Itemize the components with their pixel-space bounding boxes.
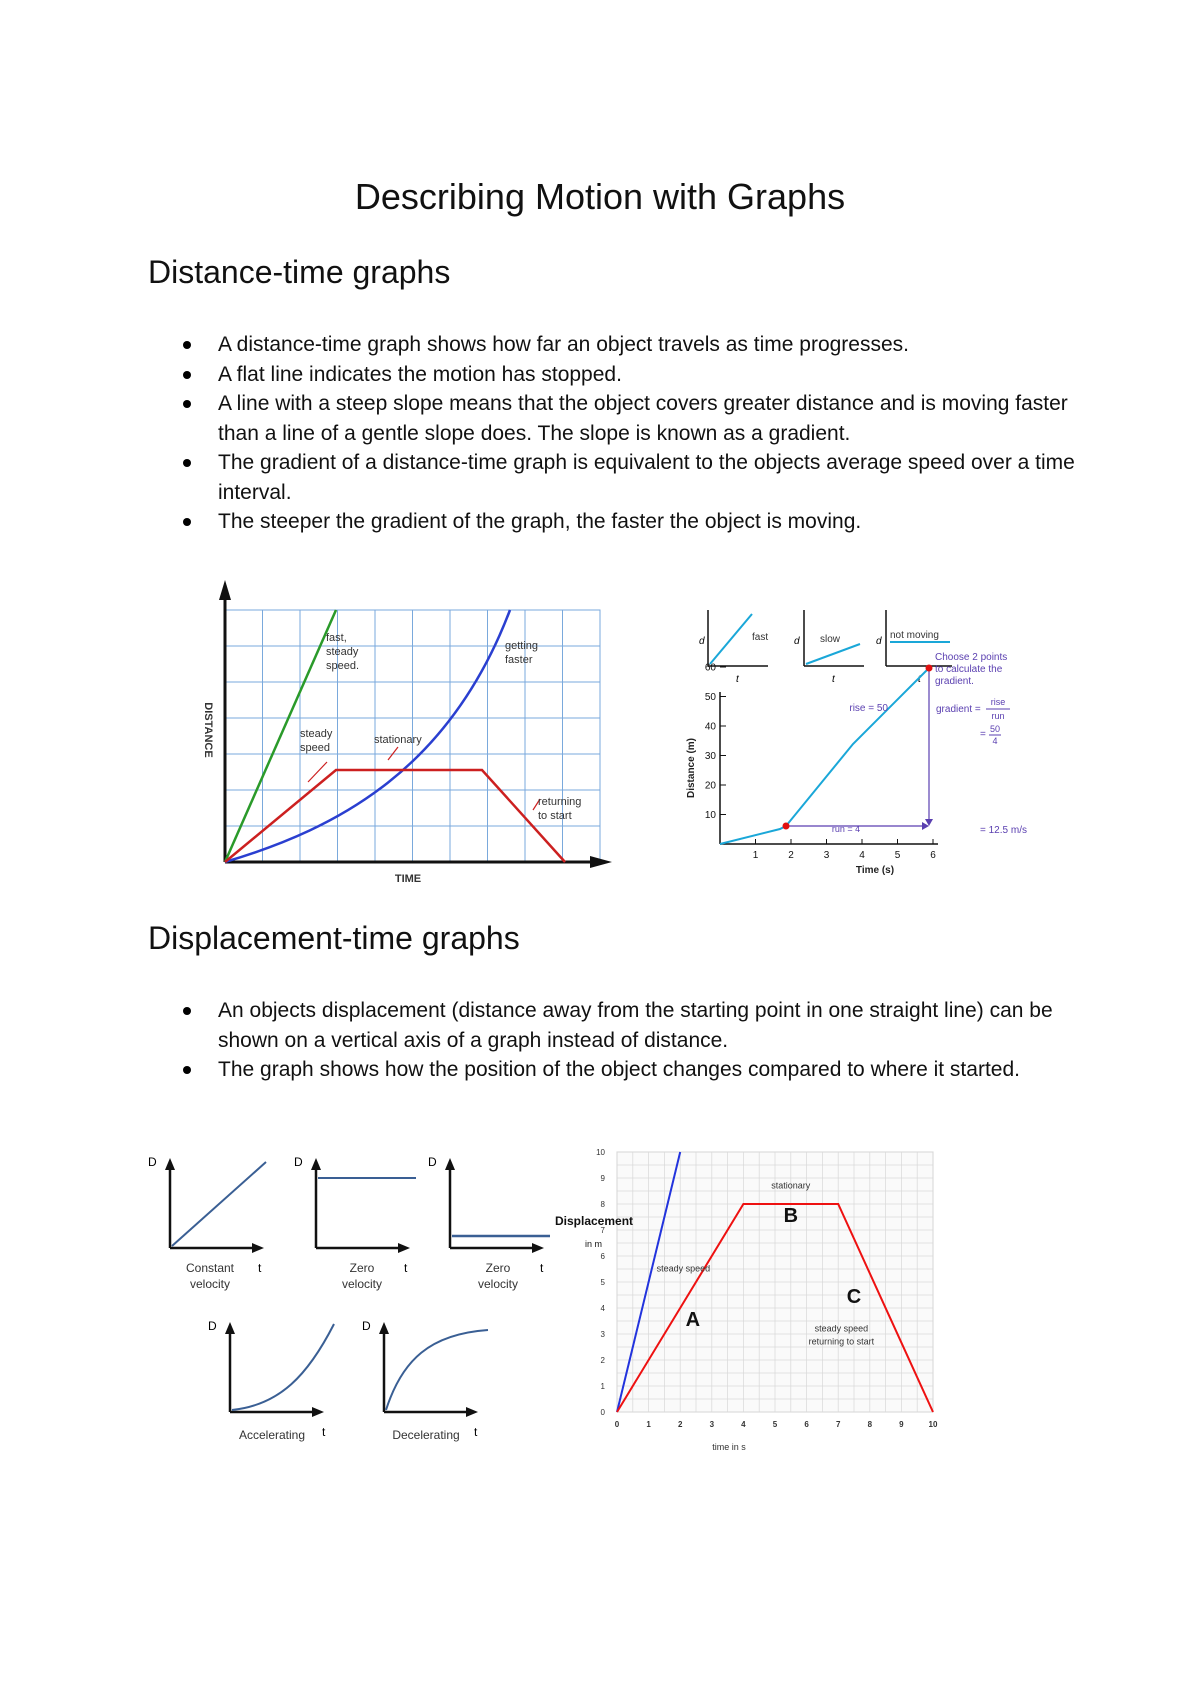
svg-text:d: d xyxy=(794,636,800,647)
fig2-rise-label: rise = 50 xyxy=(849,703,888,714)
svg-text:velocity: velocity xyxy=(189,1277,231,1291)
displacement-types-figure xyxy=(140,1150,560,1460)
x-tick-label: 1 xyxy=(752,850,759,861)
svg-text:not moving: not moving xyxy=(890,630,939,641)
annotation-C: C xyxy=(846,1285,862,1308)
y-tick-label: 20 xyxy=(704,780,716,792)
fig1-label-getting: getting xyxy=(505,640,539,652)
annotation-steady-speed-2: steady speed xyxy=(814,1323,869,1334)
svg-text:t: t xyxy=(832,674,835,685)
x-tick-label: 10 xyxy=(928,1420,938,1429)
svg-text:d: d xyxy=(876,636,882,647)
bullet-list-distance xyxy=(148,330,1088,537)
bullet-icon xyxy=(183,459,191,467)
x-tick-label: 2 xyxy=(788,850,794,861)
small-graph-slow xyxy=(794,610,864,685)
y-tick-label: 10 xyxy=(596,1148,605,1157)
graph-zero-velocity-low xyxy=(428,1155,550,1291)
annotation-steady-speed: steady speed xyxy=(656,1263,711,1274)
fig2-result: = 12.5 m/s xyxy=(980,825,1027,836)
svg-text:D: D xyxy=(362,1319,371,1333)
curve-accelerating xyxy=(232,1324,334,1410)
small-line-fast xyxy=(710,614,752,664)
list-item: An objects displacement (distance away from the starting point in one straight line) can be shown on a vertical axis of a graph instead of distance. xyxy=(148,996,1088,1055)
svg-text:t: t xyxy=(258,1261,262,1275)
fig1-label-fast: fast, xyxy=(326,632,347,644)
svg-text:d: d xyxy=(699,636,705,647)
list-item: The gradient of a distance-time graph is equivalent to the objects average speed over a time interval. xyxy=(148,448,1088,507)
fig1-x-arrow-icon xyxy=(590,856,612,868)
x-tick-label: 3 xyxy=(823,850,830,861)
bullet-icon xyxy=(183,341,191,349)
svg-text:t: t xyxy=(918,674,921,685)
gradient-figure xyxy=(680,600,1040,880)
svg-text:D: D xyxy=(294,1155,303,1169)
y-tick-label: 30 xyxy=(704,751,716,762)
gradient-graph xyxy=(686,652,1027,876)
x-tick-label: 5 xyxy=(772,1420,778,1429)
y-tick-label: 6 xyxy=(600,1252,605,1261)
y-tick-label: 10 xyxy=(704,810,716,821)
fig1-red-line xyxy=(225,770,565,862)
chart-x-label: time in s xyxy=(712,1442,746,1452)
fig1-label-faster: faster xyxy=(505,654,533,666)
y-tick-label: 2 xyxy=(600,1356,605,1365)
displacement-time-chart xyxy=(555,1142,955,1462)
small-graph-fast xyxy=(699,610,768,685)
bullet-icon xyxy=(183,1066,191,1074)
fig1-label-steady: steady xyxy=(326,646,359,658)
y-tick-label: 0 xyxy=(600,1408,605,1417)
x-tick-label: 6 xyxy=(930,850,936,861)
y-tick-label: 60 xyxy=(704,662,716,674)
fig2-frac2-num: 50 xyxy=(989,724,1001,734)
fig1-label-speed: speed. xyxy=(326,660,360,672)
y-tick-label: 50 xyxy=(704,692,716,703)
fig2-note-2: to calculate the xyxy=(935,664,1003,675)
fig2-note-1: Choose 2 points xyxy=(935,652,1008,663)
svg-text:t: t xyxy=(736,674,739,685)
fig2-point-1 xyxy=(783,823,790,830)
fig2-frac2-den: 4 xyxy=(992,736,998,746)
graph-decelerating xyxy=(362,1319,488,1442)
annotation-stationary: stationary xyxy=(771,1180,811,1191)
svg-text:t: t xyxy=(540,1261,544,1275)
bullet-list-displacement xyxy=(148,996,1088,1085)
small-line-slow xyxy=(806,644,860,664)
svg-text:Accelerating: Accelerating xyxy=(238,1428,306,1442)
list-item: A distance-time graph shows how far an object travels as time progresses. xyxy=(148,330,1088,360)
line-constant-velocity xyxy=(172,1162,266,1246)
svg-text:t: t xyxy=(322,1425,326,1439)
x-tick-label: 5 xyxy=(894,850,901,861)
y-tick-label: 9 xyxy=(600,1174,605,1183)
bullet-icon xyxy=(183,400,191,408)
svg-text:fast: fast xyxy=(752,632,769,643)
bullet-icon xyxy=(183,518,191,526)
chart-grid xyxy=(617,1152,933,1412)
x-tick-label: 6 xyxy=(804,1420,809,1429)
y-tick-label: 1 xyxy=(600,1382,605,1391)
fig2-frac1-den: run xyxy=(991,711,1005,721)
chart-y-label: Displacement in m xyxy=(555,1214,634,1249)
x-tick-label: 1 xyxy=(646,1420,651,1429)
fig2-y-label: Distance (m) xyxy=(686,737,697,799)
section-heading-displacement: Displacement-time graphs xyxy=(148,920,520,956)
fig1-y-arrow-icon xyxy=(219,580,231,600)
y-tick-label: 8 xyxy=(600,1200,605,1209)
fig2-x-label: Time (s) xyxy=(855,865,895,876)
list-item: A line with a steep slope means that the object covers greater distance and is moving faster than a line of a gentle slope does. The slope is known as a gradient. xyxy=(148,389,1088,448)
annotation-B: B xyxy=(783,1205,799,1228)
svg-text:Zero: Zero xyxy=(485,1261,511,1275)
fig2-gradient-label: gradient = xyxy=(936,704,981,715)
graph-accelerating xyxy=(208,1319,334,1442)
svg-text:D: D xyxy=(428,1155,437,1169)
svg-text:slow: slow xyxy=(820,634,841,645)
fig2-distance-line xyxy=(720,668,929,844)
y-tick-label: 7 xyxy=(600,1226,605,1235)
fig2-equals: = xyxy=(980,729,986,740)
svg-text:Decelerating: Decelerating xyxy=(392,1428,460,1442)
svg-text:velocity: velocity xyxy=(477,1277,519,1291)
svg-text:Zero: Zero xyxy=(349,1261,375,1275)
list-item: The graph shows how the position of the object changes compared to where it started. xyxy=(148,1055,1088,1085)
fig1-x-label: TIME xyxy=(394,873,422,885)
fig2-run-label: run = 4 xyxy=(831,824,861,834)
curve-decelerating xyxy=(386,1330,488,1410)
x-tick-label: 2 xyxy=(677,1420,683,1429)
fig1-label-steady2: steady xyxy=(300,728,333,740)
x-tick-label: 7 xyxy=(835,1420,841,1429)
page-title: Describing Motion with Graphs xyxy=(354,176,846,217)
list-item: The steeper the gradient of the graph, the faster the object is moving. xyxy=(148,507,1088,537)
svg-text:D: D xyxy=(208,1319,217,1333)
fig1-blue-curve xyxy=(225,610,510,862)
list-item: A flat line indicates the motion has stopped. xyxy=(148,360,1088,390)
fig1-label-to-start: to start xyxy=(538,810,572,822)
annotation-A: A xyxy=(685,1309,701,1332)
svg-text:Constant: Constant xyxy=(185,1261,235,1275)
fig1-label-returning: returning xyxy=(538,796,582,808)
fig1-label-stationary: stationary xyxy=(374,734,422,746)
graph-zero-velocity-high xyxy=(294,1155,416,1291)
y-tick-label: 3 xyxy=(600,1330,605,1339)
x-tick-label: 3 xyxy=(709,1420,715,1429)
y-tick-label: 5 xyxy=(600,1278,605,1287)
annotation-returning: returning to start xyxy=(808,1336,875,1347)
svg-text:velocity: velocity xyxy=(341,1277,383,1291)
x-tick-label: 8 xyxy=(867,1420,873,1429)
svg-text:t: t xyxy=(474,1425,478,1439)
distance-time-figure xyxy=(190,578,620,888)
x-tick-label: 9 xyxy=(899,1420,904,1429)
y-tick-label: 40 xyxy=(704,721,716,733)
bullet-icon xyxy=(183,1007,191,1015)
x-tick-label: 0 xyxy=(614,1420,620,1429)
fig1-label-speed2: speed xyxy=(300,742,330,754)
svg-text:t: t xyxy=(404,1261,408,1275)
fig2-point-2 xyxy=(926,665,933,672)
x-tick-label: 4 xyxy=(741,1420,746,1429)
y-tick-label: 4 xyxy=(600,1304,605,1313)
fig2-note-3: gradient. xyxy=(935,676,974,687)
fig1-y-label: DISTANCE xyxy=(202,702,214,758)
svg-text:D: D xyxy=(148,1155,157,1169)
graph-constant-velocity xyxy=(148,1155,266,1291)
fig2-ticks xyxy=(705,663,936,862)
section-heading-distance: Distance-time graphs xyxy=(148,254,451,290)
x-tick-label: 4 xyxy=(859,850,865,861)
bullet-icon xyxy=(183,371,191,379)
fig2-frac1-num: rise xyxy=(990,697,1006,707)
